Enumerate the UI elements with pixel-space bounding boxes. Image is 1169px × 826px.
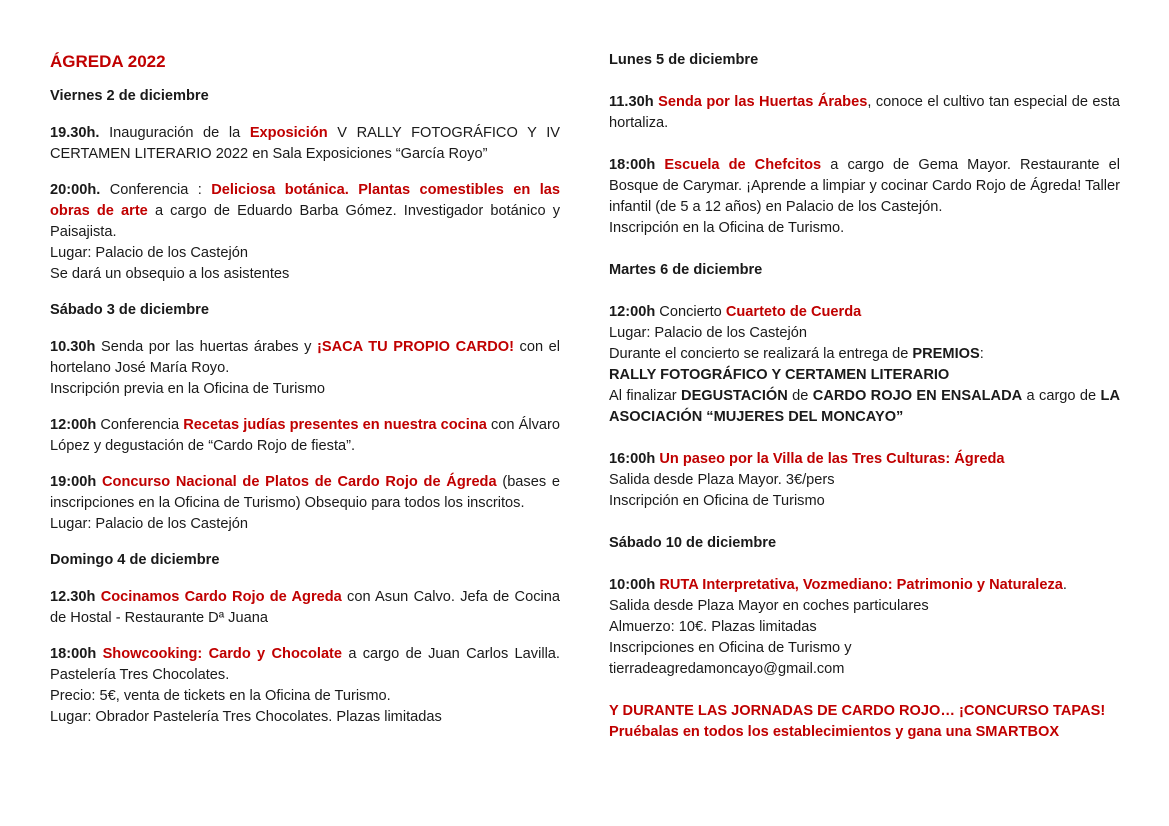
event-item [50, 472, 560, 535]
event-text: a cargo de Gema Mayor. Restaurante el Bosque de Carymar. ¡Aprende a limpiar y cocinar Cardo Rojo de Ágreda! Taller infantil (de 5 a 12 años) en Palacio de los Castejón. [609, 157, 1120, 215]
event-text: V RALLY FOTOGRÁFICO Y IV CERTAMEN LITERARIO 2022 en Sala Exposiciones “García Royo” [50, 125, 560, 162]
event-time: 11.30h [609, 94, 654, 110]
event-text: Al finalizar [609, 388, 682, 404]
event-text: con Álvaro López y degustación de “Cardo Rojo de fiesta”. [50, 417, 560, 454]
event-item [50, 337, 560, 400]
day-heading: Domingo 4 de diciembre [50, 552, 220, 568]
event-time: 16:00h [609, 451, 656, 467]
event-detail: Almuerzo: 10€. Plazas limitadas [609, 619, 817, 635]
event-text: Conferencia [96, 417, 184, 433]
event-item [609, 575, 1120, 680]
event-description [50, 644, 560, 686]
event-text: de [787, 388, 813, 404]
event-time: 10:00h [609, 577, 656, 593]
event-emphasis: DEGUSTACIÓN [681, 388, 788, 404]
event-item [50, 180, 560, 285]
contact-email: tierradeagredamoncayo@gmail.com [609, 661, 845, 677]
event-emphasis: CARDO ROJO EN ENSALADA [812, 388, 1023, 404]
event-text: con el hortelano José María Royo. [50, 339, 561, 376]
event-detail: Inscripción en Oficina de Turismo [609, 493, 825, 509]
event-text: con Asun Calvo. Jefa de Cocina de Hostal - Restaurante Dª Juana [50, 589, 560, 626]
event-highlight: Senda por las Huertas Árabes [658, 94, 868, 110]
event-highlight: Escuela de Chefcitos [664, 157, 822, 173]
event-detail: Lugar: Palacio de los Castejón [50, 245, 248, 261]
event-highlight: Deliciosa botánica. Plantas comestibles en las obras de arte [50, 182, 560, 219]
event-detail: Inscripción previa en la Oficina de Turismo [50, 381, 325, 397]
event-description [609, 449, 1120, 470]
event-time: 19:00h [50, 474, 97, 490]
event-description [50, 123, 560, 165]
page-title: ÁGREDA 2022 [50, 52, 166, 71]
event-item [50, 587, 560, 629]
event-text: , conoce el cultivo tan especial de esta hortaliza. [609, 94, 1120, 131]
event-item [609, 92, 1120, 134]
event-time: 12:00h [609, 304, 656, 320]
event-text: Conferencia : [100, 182, 212, 198]
event-detail [609, 365, 1120, 386]
event-detail: Precio: 5€, venta de tickets en la Oficina de Turismo. [50, 688, 391, 704]
event-description [50, 337, 560, 379]
event-text: a cargo de [1022, 388, 1101, 404]
event-highlight: Recetas judías presentes en nuestra cocina [183, 417, 487, 433]
event-item [609, 449, 1120, 512]
event-detail: Salida desde Plaza Mayor. 3€/pers [609, 472, 835, 488]
left-column [50, 50, 560, 743]
event-text: a cargo de Eduardo Barba Gómez. Investigador botánico y Paisajista. [50, 203, 560, 240]
event-description [609, 92, 1120, 134]
event-time: 18:00h [609, 157, 656, 173]
day-heading: Sábado 3 de diciembre [50, 302, 209, 318]
event-text: : [979, 346, 984, 362]
event-description [609, 575, 1120, 596]
event-highlight: Showcooking: Cardo y Chocolate [102, 646, 343, 662]
event-emphasis: RALLY FOTOGRÁFICO Y CERTAMEN LITERARIO [609, 367, 950, 383]
event-item [50, 644, 560, 728]
event-detail: Lugar: Palacio de los Castejón [609, 325, 807, 341]
event-emphasis: PREMIOS [912, 346, 980, 362]
event-detail: Lugar: Palacio de los Castejón [50, 516, 248, 532]
event-highlight: ¡SACA TU PROPIO CARDO! [316, 339, 514, 355]
event-description [609, 302, 1120, 323]
event-text: Concierto [655, 304, 726, 320]
event-highlight: Un paseo por la Villa de las Tres Culturas: Ágreda [659, 451, 1005, 467]
event-highlight: Exposición [249, 125, 328, 141]
event-emphasis: LA ASOCIACIÓN “MUJERES DEL MONCAYO” [609, 388, 1120, 425]
event-text: Senda por las huertas árabes y [95, 339, 317, 355]
event-description [50, 472, 560, 514]
event-text: (bases e inscripciones en la Oficina de Turismo) Obsequio para todos los inscritos. [50, 474, 560, 511]
event-item [50, 123, 560, 165]
event-description [609, 155, 1120, 218]
event-detail: Se dará un obsequio a los asistentes [50, 266, 290, 282]
event-detail: Inscripción en la Oficina de Turismo. [609, 220, 845, 236]
event-text [655, 157, 664, 173]
event-highlight: Cuarteto de Cuerda [725, 304, 862, 320]
day-heading: Martes 6 de diciembre [609, 262, 763, 278]
event-text: a cargo de Juan Carlos Lavilla. Pastelería Tres Chocolates. [50, 646, 560, 683]
event-detail: Salida desde Plaza Mayor en coches particulares [609, 598, 929, 614]
event-detail [609, 386, 1120, 428]
day-heading: Sábado 10 de diciembre [609, 535, 777, 551]
right-column [609, 50, 1120, 743]
event-time: 12:00h [50, 417, 97, 433]
event-text: Durante el concierto se realizará la entrega de [609, 346, 913, 362]
event-highlight: Concurso Nacional de Platos de Cardo Rojo de Ágreda [102, 474, 497, 490]
closing-announcement: Y DURANTE LAS JORNADAS DE CARDO ROJO… ¡CONCURSO TAPAS! [609, 703, 1106, 719]
event-time: 12.30h [50, 589, 96, 605]
event-description [50, 587, 560, 629]
event-detail: Lugar: Obrador Pastelería Tres Chocolates. Plazas limitadas [50, 709, 442, 725]
event-highlight: RUTA Interpretativa, Vozmediano: Patrimonio y Naturaleza [659, 577, 1063, 593]
closing-announcement: Pruébalas en todos los establecimientos y gana una SMARTBOX [609, 724, 1060, 740]
event-detail [609, 344, 1120, 365]
event-time: 18:00h [50, 646, 97, 662]
event-item [609, 155, 1120, 239]
event-time: 19.30h. [50, 125, 100, 141]
event-highlight: Cocinamos Cardo Rojo de Agreda [100, 589, 342, 605]
event-time: 20:00h. [50, 182, 101, 198]
event-description [50, 415, 560, 457]
event-item [609, 302, 1120, 428]
event-text: . [1062, 577, 1067, 593]
event-time: 10.30h [50, 339, 96, 355]
event-detail: Inscripciones en Oficina de Turismo y [609, 640, 852, 656]
event-item [50, 415, 560, 457]
event-description [50, 180, 560, 243]
event-text: Inauguración de la [99, 125, 250, 141]
day-heading: Lunes 5 de diciembre [609, 52, 759, 68]
day-heading: Viernes 2 de diciembre [50, 88, 209, 104]
